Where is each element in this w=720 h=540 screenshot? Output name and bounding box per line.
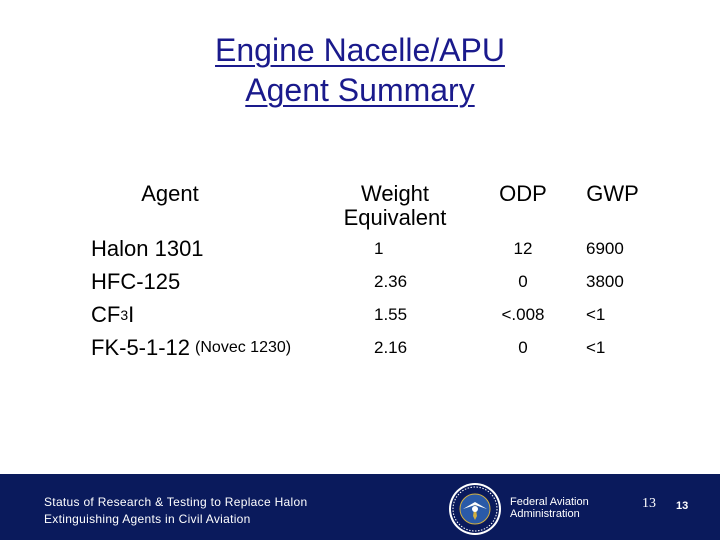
header-gwp: GWP — [586, 181, 639, 206]
agent-cell — [91, 265, 291, 298]
weight-cell: 1 — [374, 238, 384, 258]
title-line-2: Agent Summary — [245, 72, 475, 108]
agent-column — [91, 232, 291, 364]
faa-seal-icon — [448, 482, 502, 536]
header-weight-equivalent — [320, 182, 470, 230]
weight-cell: 1.55 — [374, 304, 408, 324]
slide-title — [0, 30, 720, 110]
agent-note: (Novec 1230) — [195, 338, 292, 356]
odp-cell: 0 — [518, 337, 528, 357]
header-agent: Agent — [141, 181, 199, 206]
footer-bar — [0, 474, 720, 540]
agent-cell: CF 3 I — [91, 301, 135, 327]
weight-column — [374, 232, 407, 364]
footer-presentation-title — [44, 494, 307, 528]
gwp-column — [586, 232, 624, 364]
faa-wordmark — [510, 496, 589, 520]
agent-name-prefix: CF — [91, 301, 121, 327]
faa-line-1: Federal Aviation — [510, 496, 589, 508]
header-weight-line1: Weight — [360, 181, 430, 206]
faa-line-2: Administration — [510, 508, 580, 520]
slide-number: 13 — [676, 500, 689, 512]
agent-name: FK-5-1-12 — [91, 334, 191, 360]
footer-line-1: Status of Research & Testing to Replace Halon — [44, 495, 308, 509]
agent-name: Halon 1301 — [91, 235, 204, 261]
agent-cell — [91, 331, 291, 364]
gwp-cell: 3800 — [586, 271, 624, 291]
title-line-1: Engine Nacelle/APU — [215, 32, 505, 68]
footer-line-2: Extinguishing Agents in Civil Aviation — [44, 512, 251, 526]
agent-name-suffix: I — [128, 301, 135, 327]
weight-cell: 2.16 — [374, 337, 408, 357]
header-odp: ODP — [499, 181, 547, 206]
gwp-cell: <1 — [586, 337, 606, 357]
weight-cell: 2.36 — [374, 271, 408, 291]
header-weight-line2: Equivalent — [343, 205, 447, 230]
page-number: 13 — [642, 496, 656, 511]
odp-cell: 12 — [513, 238, 533, 258]
gwp-cell: <1 — [586, 304, 606, 324]
agent-name: HFC-125 — [91, 268, 181, 294]
agent-cell — [91, 232, 291, 265]
odp-cell: 0 — [518, 271, 528, 291]
gwp-cell: 6900 — [586, 238, 624, 258]
odp-cell: <.008 — [501, 304, 545, 324]
odp-column — [488, 232, 558, 364]
